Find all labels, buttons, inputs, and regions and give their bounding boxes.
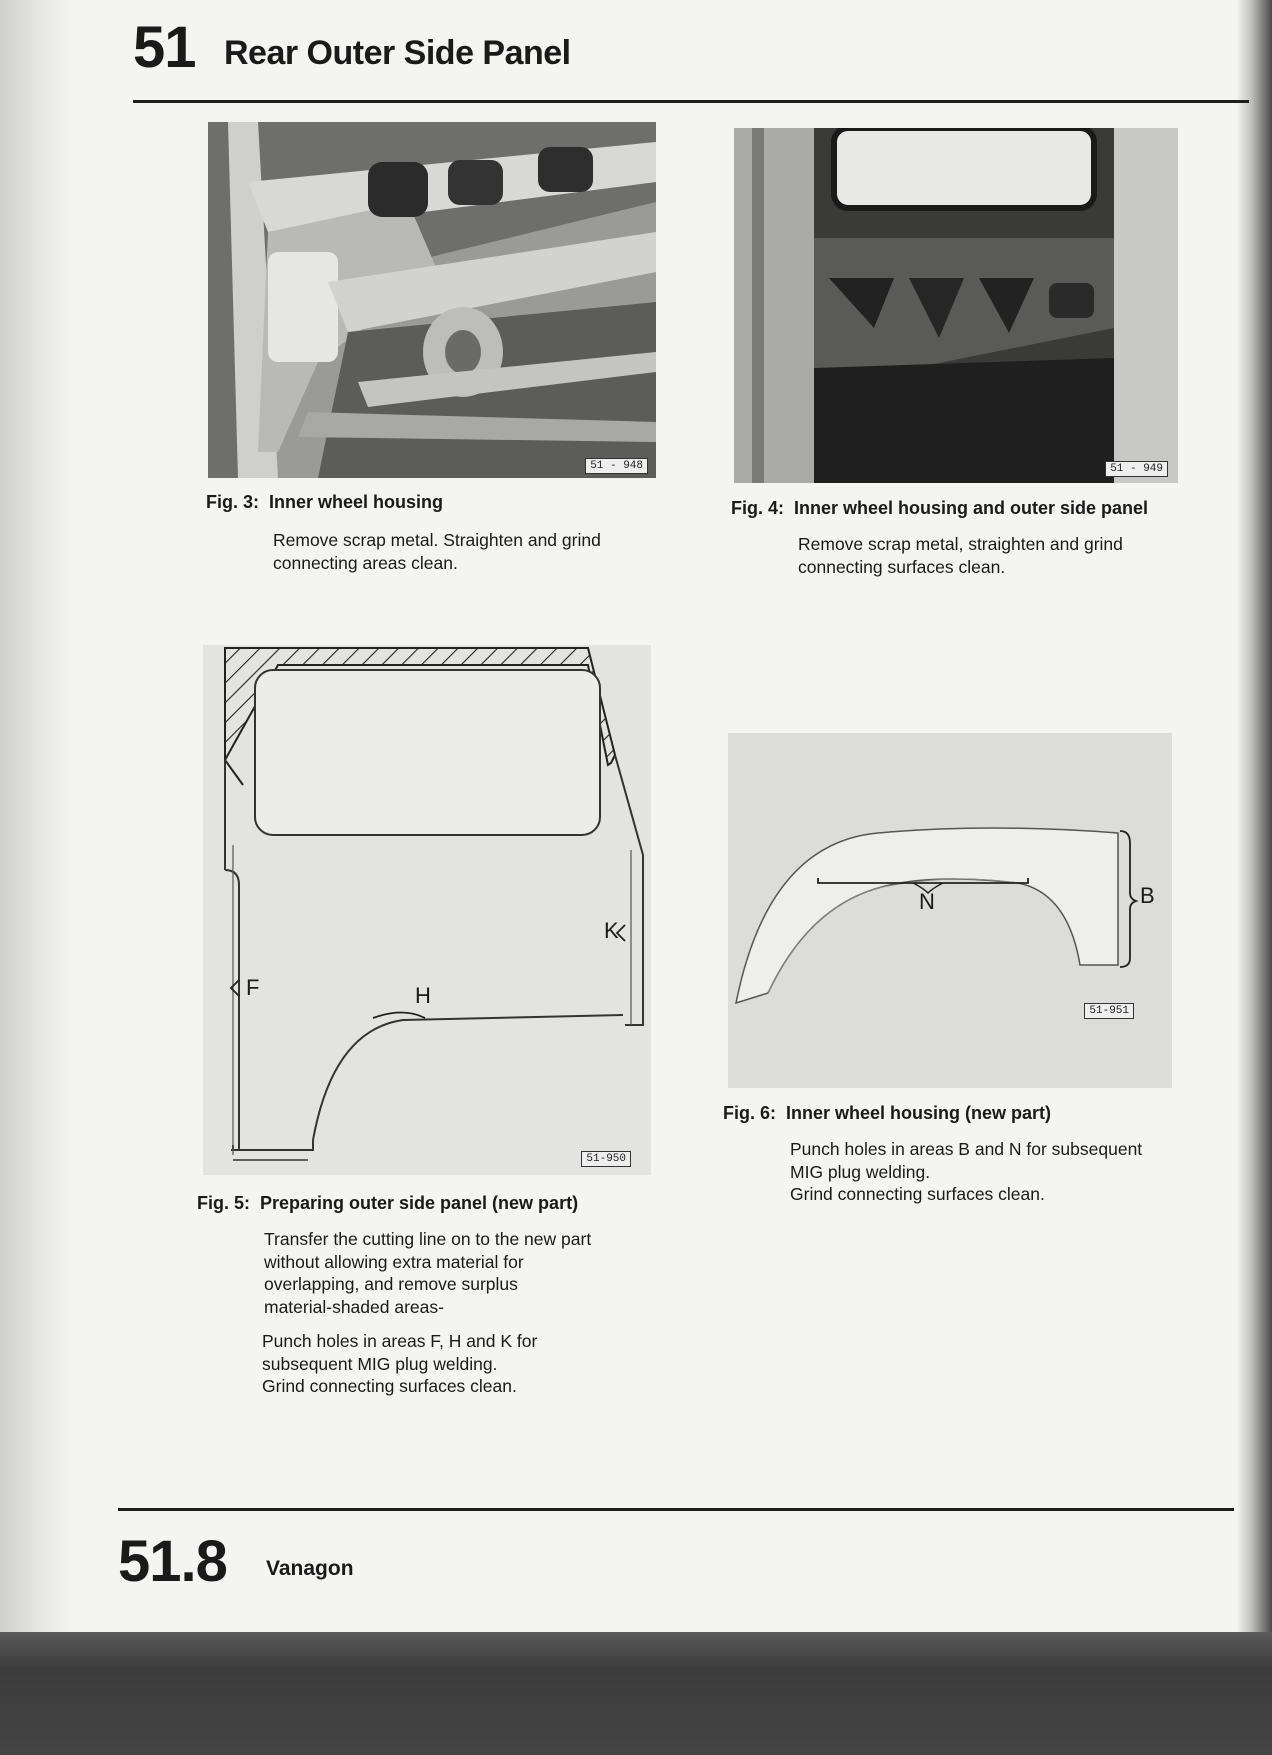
fig6-drawing <box>728 733 1172 1088</box>
fig5-description-2 <box>262 1330 537 1398</box>
chapter-title: Rear Outer Side Panel <box>224 34 571 72</box>
fig6-description-line: MIG plug welding. <box>790 1161 931 1182</box>
fig6-description-line: Grind connecting surfaces clean. <box>790 1184 1045 1204</box>
fig4-photo <box>734 128 1178 483</box>
fig5-label-f: F <box>246 975 260 1000</box>
scan-background <box>0 1632 1272 1755</box>
fig6-caption <box>723 1103 1051 1124</box>
vehicle-model: Vanagon <box>266 1557 354 1580</box>
fig5-description-line: without allowing extra material for <box>264 1251 524 1272</box>
fig5-caption <box>197 1193 578 1214</box>
footer-rule <box>118 1508 1234 1511</box>
fig3-title: Inner wheel housing <box>269 492 444 512</box>
fig4-number: Fig. 4: <box>731 498 784 518</box>
fig6-image-id: 51-951 <box>1084 1003 1134 1019</box>
fig5-description-line: subsequent MIG plug welding. <box>262 1353 498 1374</box>
fig3-photo <box>208 122 656 478</box>
fig5-description <box>264 1228 591 1318</box>
fig5-description-line: material-shaded areas- <box>264 1296 444 1317</box>
fig5-image-id: 51-950 <box>581 1151 631 1167</box>
fig6-description <box>790 1138 1142 1206</box>
fig4-image-id: 51 - 949 <box>1105 461 1168 477</box>
fig6-number: Fig. 6: <box>723 1103 776 1123</box>
fig4-description-line: Remove scrap metal, straighten and grind <box>798 534 1123 554</box>
fig5-number: Fig. 5: <box>197 1193 250 1213</box>
fig4-caption <box>731 498 1148 519</box>
fig6-description-line: Punch holes in areas B and N for subsequent <box>790 1139 1143 1159</box>
fig3-image-id: 51 - 948 <box>585 458 648 474</box>
fig5-description-line: Grind connecting surfaces clean. <box>262 1376 517 1396</box>
chapter-number: 51 <box>133 15 196 80</box>
fig5-title: Preparing outer side panel (new part) <box>260 1193 579 1213</box>
fig5-label-h: H <box>415 983 431 1008</box>
fig4-title: Inner wheel housing and outer side panel <box>794 498 1149 518</box>
fig3-description <box>273 529 601 574</box>
fig3-description-line: connecting areas clean. <box>273 552 458 573</box>
fig5-description-line: Transfer the cutting line on to the new part <box>264 1229 592 1249</box>
page-binding-shadow <box>0 0 75 1640</box>
fig6-label-n: N <box>919 889 935 914</box>
header-rule <box>133 100 1249 103</box>
page-number: 51.8 <box>118 1529 227 1594</box>
fig5-description-line: Punch holes in areas F, H and K for <box>262 1331 538 1351</box>
fig3-caption <box>206 492 443 513</box>
fig3-number: Fig. 3: <box>206 492 259 512</box>
fig3-description-line: Remove scrap metal. Straighten and grind <box>273 530 601 550</box>
fig6-title: Inner wheel housing (new part) <box>786 1103 1052 1123</box>
fig5-description-line: overlapping, and remove surplus <box>264 1274 518 1294</box>
fig6-label-b: B <box>1140 883 1155 908</box>
fig5-label-k: K <box>604 918 619 943</box>
fig4-description <box>798 533 1123 578</box>
fig4-description-line: connecting surfaces clean. <box>798 556 1006 577</box>
page-edge-shadow <box>1238 0 1272 1640</box>
fig5-drawing <box>203 645 651 1175</box>
